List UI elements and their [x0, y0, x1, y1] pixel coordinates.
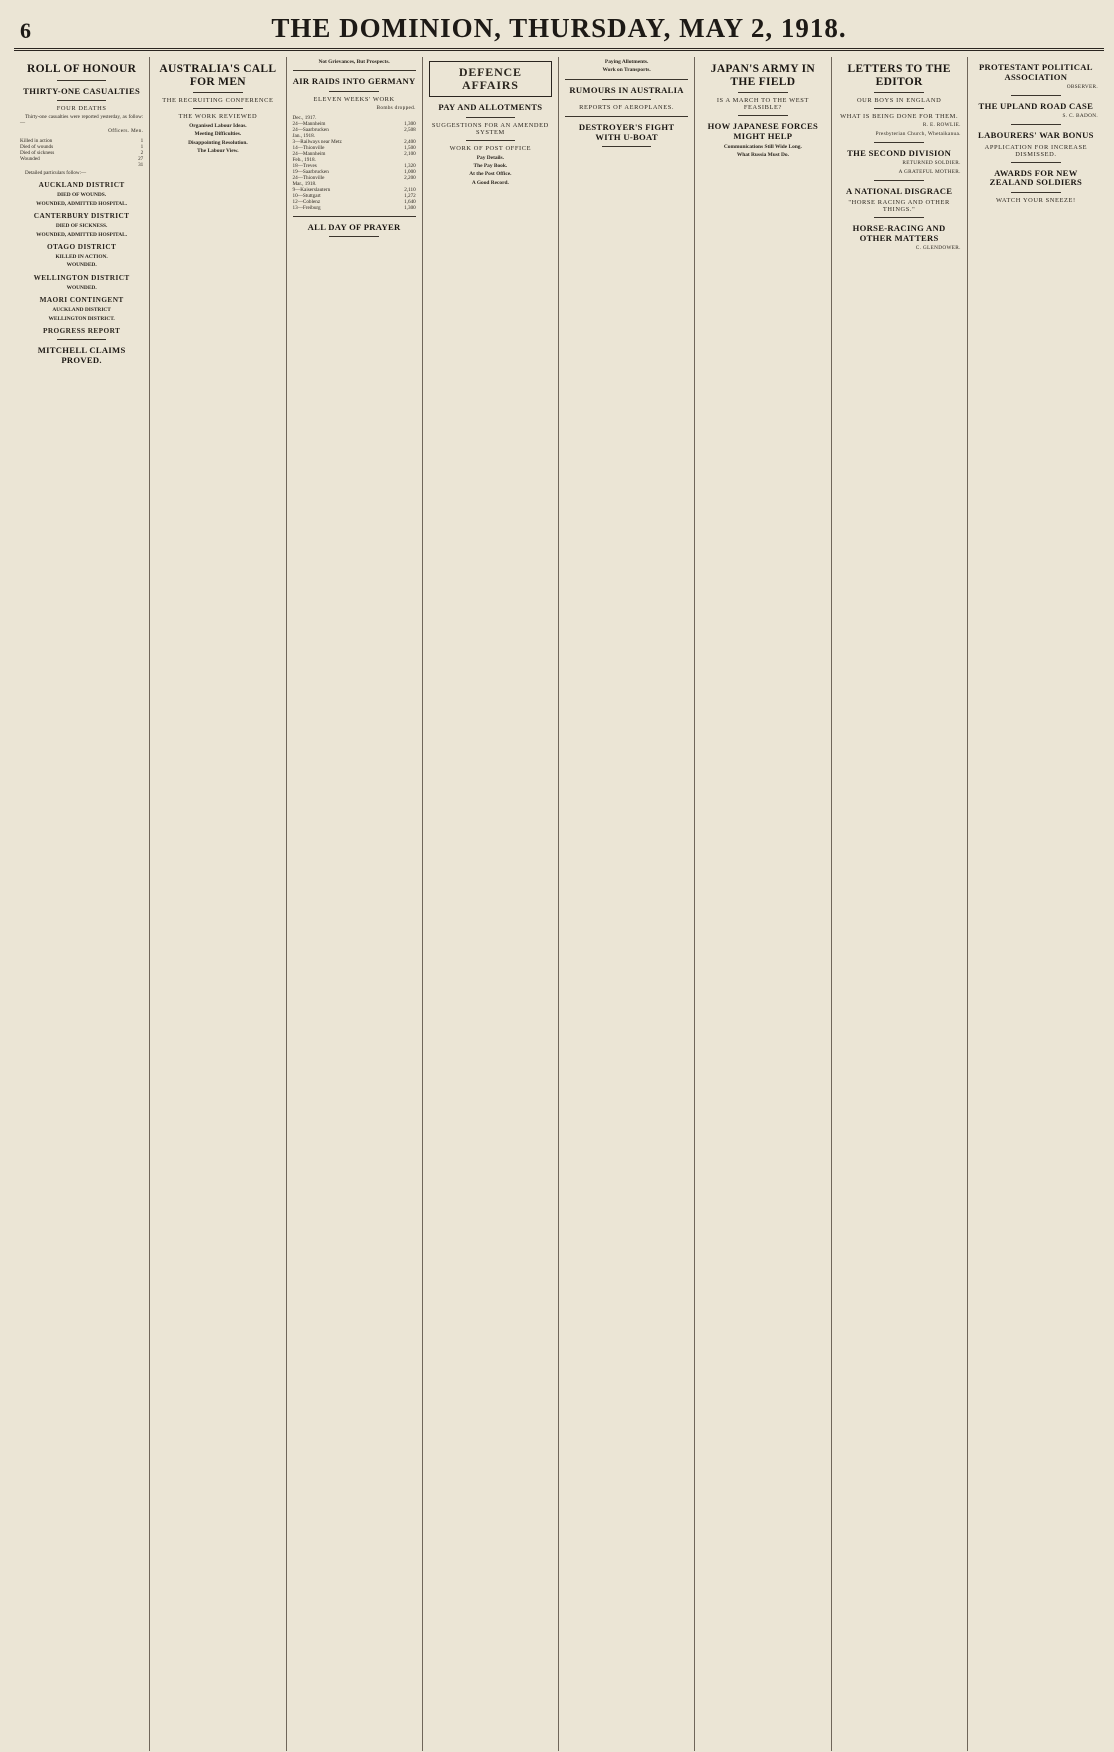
japan-army-heading: JAPAN'S ARMY IN THE FIELD — [710, 63, 815, 88]
column-japan — [695, 57, 831, 1751]
table-row: Jan., 1918. — [292, 132, 315, 139]
table-row: 24—Mannheim 2,100 — [292, 150, 416, 157]
pay-allotments-heading: PAY AND ALLOTMENTS — [438, 102, 543, 112]
column-australia — [150, 57, 286, 1751]
labour-ideas-heading: Organised Labour Ideas. — [189, 123, 247, 129]
awards-heading: AWARDS FOR NEW ZEALAND SOLDIERS — [989, 167, 1083, 188]
table-row: 24—Thionville 2,200 — [292, 174, 416, 181]
second-division-heading: THE SECOND DIVISION — [847, 147, 952, 158]
good-record-heading: A Good Record. — [471, 179, 509, 186]
raids-table — [293, 115, 416, 211]
table-row: 14—Thionville 1,500 — [292, 144, 416, 151]
table-row: Killed in action 1 — [20, 137, 144, 144]
war-bonus-heading: LABOURERS' WAR BONUS — [978, 130, 1094, 141]
maori-contingent: MAORI CONTINGENT — [39, 295, 124, 305]
casualty-table — [20, 138, 143, 168]
glendower-signature: C. GLENDOWER. — [915, 245, 961, 252]
badon-signature: S. C. BADON. — [1062, 113, 1098, 120]
table-row: 12—Coblenz 1,640 — [292, 198, 416, 205]
table-row: Feb., 1918. — [292, 156, 316, 163]
air-raids-heading: AIR RAIDS INTO GERMANY — [292, 76, 416, 87]
progress-report: PROGRESS REPORT — [42, 326, 121, 336]
table-row: 24—Saarbrucken 2,508 — [292, 126, 416, 133]
roll-of-honour-heading: ROLL OF HONOUR — [27, 63, 137, 75]
mitchell-claims-heading: MITCHELL CLAIMS PROVED. — [37, 345, 126, 365]
table-row: Mar., 1918. — [292, 180, 317, 187]
auckland-district: AUCKLAND DISTRICT — [38, 180, 125, 190]
table-row: 19—Saarbrucken 1,000 — [292, 168, 416, 175]
being-done-subheading: WHAT IS BEING DONE FOR THEM. — [840, 113, 959, 120]
casualties-intro: Thirty-one casualties were reported yesterday, as follow:— — [20, 114, 144, 126]
table-head: Officers. Men. — [108, 127, 144, 134]
canterbury-district: CANTERBURY DISTRICT — [33, 211, 130, 221]
japanese-forces-heading: HOW JAPANESE FORCES MIGHT HELP — [707, 121, 819, 141]
table-row: 3—Railways near Metz 2,400 — [292, 138, 416, 145]
horse-racing-heading: HORSE-RACING AND OTHER MATTERS — [852, 223, 946, 243]
table-row: Died of wounds 1 — [20, 143, 144, 150]
post-office-subheading: WORK OF POST OFFICE — [449, 144, 532, 152]
suggestions-subheading: SUGGESTIONS FOR AN AMENDED SYSTEM — [431, 121, 549, 136]
russia-must-do-heading: What Russia Must Do. — [736, 152, 789, 159]
horse-racing-subheading: "HORSE RACING AND OTHER THINGS." — [848, 199, 950, 214]
pay-book-heading: The Pay Book. — [473, 162, 508, 169]
upland-road-heading: THE UPLAND ROAD CASE — [978, 100, 1094, 111]
page-number: 6 — [20, 18, 31, 43]
casualties-heading: THIRTY-ONE CASUALTIES — [23, 85, 141, 96]
table-row: 31 — [138, 161, 144, 168]
returned-soldier-signature: RETURNED SOLDIER. — [902, 160, 961, 167]
table-row: Died of sickness 2 — [20, 149, 144, 156]
work-reviewed-subheading: THE WORK REVIEWED — [178, 113, 258, 120]
masthead-title: THE DOMINION, THURSDAY, MAY 2, 1918. — [271, 13, 847, 43]
column-political — [968, 57, 1104, 1751]
table-row: Dec., 1917. — [292, 114, 317, 121]
table-row: 9—Kaiserslautern 2,110 — [292, 186, 416, 193]
meeting-difficulties-heading: Meeting Difficulties. — [194, 131, 242, 138]
post-office-heading: At the Post Office. — [469, 171, 512, 178]
column-defence — [423, 57, 559, 1751]
rumours-heading: RUMOURS IN AUSTRALIA — [569, 84, 684, 95]
defence-affairs-heading: DEFENCE AFFAIRS — [429, 61, 552, 97]
pay-details-heading: Pay Details. — [476, 154, 504, 161]
our-boys-subheading: OUR BOYS IN ENGLAND — [856, 97, 942, 104]
bonus-subheading: APPLICATION FOR INCREASE DISMISSED. — [984, 143, 1088, 158]
table-row: 10—Stuttgart 1,272 — [292, 192, 416, 199]
wellington-district: WELLINGTON DISTRICT — [33, 272, 130, 282]
deaths-subheading: FOUR DEATHS — [56, 105, 107, 112]
disappointing-heading: Disappointing Resolution. — [188, 139, 248, 146]
table-row: 18—Treves 1,320 — [292, 162, 416, 169]
aeroplanes-subheading: REPORTS OF AEROPLANES. — [579, 104, 675, 112]
sneeze-heading: WATCH YOUR SNEEZE! — [995, 196, 1076, 204]
day-of-prayer-heading: ALL DAY OF PRAYER — [307, 221, 401, 232]
march-west-subheading: IS A MARCH TO THE WEST FEASIBLE? — [716, 97, 809, 111]
grievances-heading: Not Grievances, But Prospects. — [318, 59, 390, 65]
transports-heading: Work on Transports. — [602, 67, 651, 74]
letter-signature: R. E. ROWLIE. — [922, 122, 961, 128]
labour-view-heading: The Labour View. — [197, 148, 239, 155]
column-allotments — [559, 57, 695, 1751]
protestant-heading: PROTESTANT POLITICAL ASSOCIATION — [978, 62, 1093, 82]
australia-heading: AUSTRALIA'S CALL FOR MEN — [159, 63, 277, 88]
table-row: 13—Freiburg 1,300 — [292, 204, 416, 211]
national-disgrace-heading: A NATIONAL DISGRACE — [845, 185, 953, 196]
masthead — [14, 6, 1104, 51]
column-roll-of-honour: ROLL OF HONOUR THIRTY-ONE CASUALTIES FOUR DEATHS Thirty-one casualties were reported yesterday, as follow:— Officers. Men. Killed in action 1 Died of wounds 1 Died of sickness 2 Wounded 27 31 Detailed particulars follow:— AUCKLAND DISTRICT DIED OF WOUNDS. WOUNDED, ADMITTED HOSPITAL. CANTERBURY DISTRICT DIED OF SICKNESS. WOUNDED, ADMITTED HOSPITAL. OTAGO DISTRICT KILLED IN ACTION. WOUNDED. WELLINGTON DISTRICT WOUNDED. MAORI CONTINGENT AUCKLAND DISTRICT WELLINGTON DISTRICT. PROGRESS REPORT MITCHELL CLAIMS PROVED. — [14, 57, 150, 1751]
eleven-weeks-subheading: ELEVEN WEEKS' WORK — [313, 95, 395, 103]
recruiting-subheading: THE RECRUITING CONFERENCE — [162, 97, 274, 104]
detailed-particulars: Detailed particulars follow:— — [25, 169, 87, 176]
letters-heading: LETTERS TO THE EDITOR — [847, 63, 951, 88]
table-row: Wounded 27 — [20, 155, 144, 162]
destroyer-heading: DESTROYER'S FIGHT WITH U-BOAT — [578, 122, 675, 142]
paying-allotments-heading: Paying Allotments. — [604, 59, 649, 65]
column-air-raids: Not Grievances, But Prospects. AIR RAIDS INTO GERMANY ELEVEN WEEKS' WORK Bombs dropped. Dec., 1917. 24—Mannheim 1,300 24—Saarbrucken 2,508 Jan., 1918. 3—Railways near Metz 2,400 14—Thionville 1,500 24—Mannheim 2,100 Feb., 1918. 18—Treves 1,320 19—Saarbrucken 1,000 24—Thionville 2,200 Mar., 1918. 9—Kaiserslautern 2,110 10—Stuttgart 1,272 12—Coblenz 1,640 13—Freiburg 1,300 ALL DAY OF PRAYER — [287, 57, 423, 1751]
column-grid — [14, 57, 1104, 1751]
grateful-mother-signature: A GRATEFUL MOTHER. — [898, 169, 961, 176]
table-row: 24—Mannheim 1,300 — [292, 120, 416, 127]
column-letters: LETTERS TO THE EDITOR OUR BOYS IN ENGLAND WHAT IS BEING DONE FOR THEM. R. E. ROWLIE. Presbyterian Church, Whetaikanua. THE SECOND DIVISION RETURNED SOLDIER. A GRATEFUL MOTHER. A NATIONAL DISGRACE "HORSE RACING AND OTHER THINGS." HORSE-RACING AND OTHER MATTERS C. GLENDOWER. — [832, 57, 968, 1751]
otago-district: OTAGO DISTRICT — [46, 242, 117, 251]
observer-signature: OBSERVER. — [1066, 84, 1098, 90]
communications-heading: Communications Still Wide Long. — [723, 144, 802, 150]
